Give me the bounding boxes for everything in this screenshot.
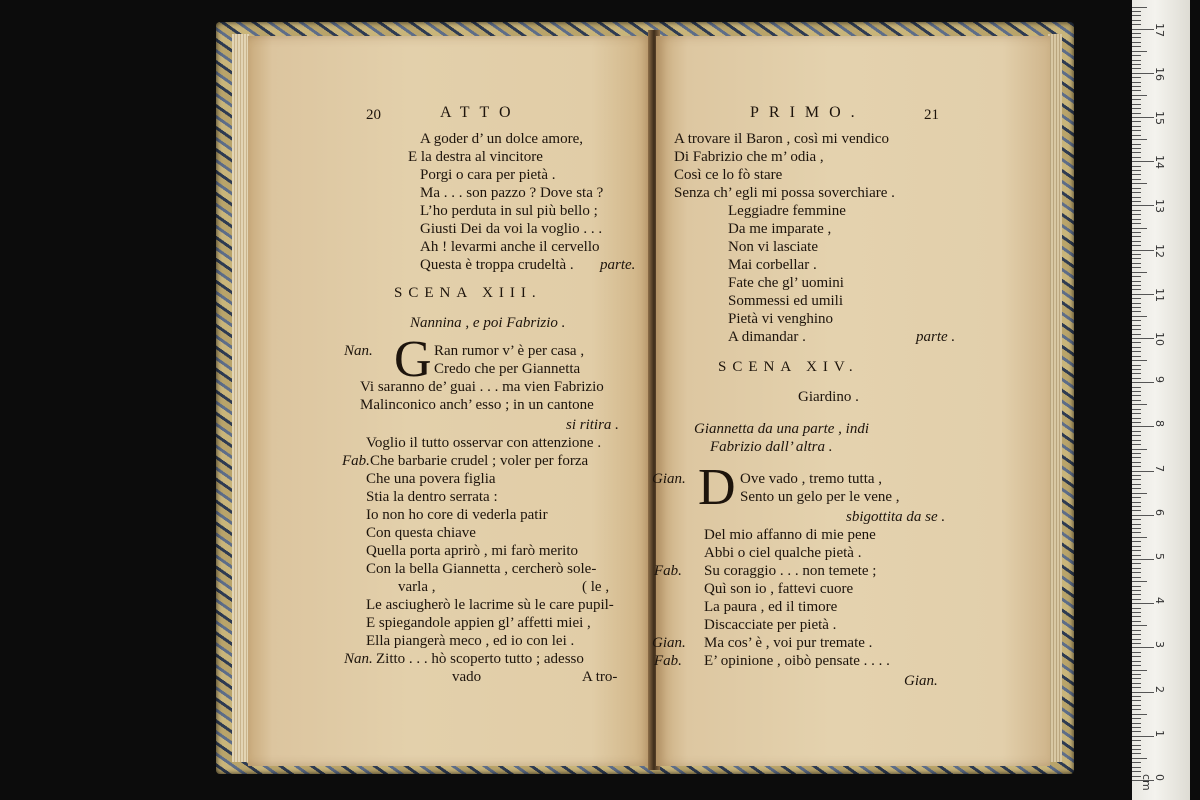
speaker-label: Fab. <box>654 563 682 579</box>
ruler-tick <box>1132 117 1154 118</box>
ruler-tick <box>1132 541 1141 542</box>
ruler-tick <box>1132 692 1154 693</box>
ruler-tick <box>1132 546 1141 547</box>
ruler-tick <box>1132 391 1141 392</box>
ruler-number: 3 <box>1153 641 1166 649</box>
ruler-tick <box>1132 325 1141 326</box>
ruler-tick <box>1132 369 1141 370</box>
ruler-tick <box>1132 223 1141 224</box>
verse-line: A dimandar . <box>728 329 806 345</box>
ruler-tick <box>1132 179 1141 180</box>
text-line: Con la bella Giannetta , cercherò sole- <box>366 561 597 577</box>
ruler-tick <box>1132 24 1141 25</box>
text-line: Di Fabrizio che m’ odia , <box>674 149 824 165</box>
ruler-tick <box>1132 205 1154 206</box>
ruler-tick <box>1132 625 1147 626</box>
ruler-tick <box>1132 236 1141 237</box>
ruler-number: 1 <box>1153 729 1166 737</box>
ruler-tick <box>1132 104 1141 105</box>
ruler-tick <box>1132 272 1147 273</box>
ruler-tick <box>1132 245 1141 246</box>
ruler-tick <box>1132 166 1141 167</box>
ruler-tick <box>1132 413 1141 414</box>
ruler-tick <box>1132 568 1141 569</box>
ruler-tick <box>1132 731 1141 732</box>
catchword-right: Gian. <box>904 673 938 689</box>
text-line: A goder d’ un dolce amore, <box>420 131 584 147</box>
text-line: Senza ch’ egli mi possa soverchiare . <box>674 185 895 201</box>
ruler-tick <box>1132 771 1141 772</box>
text-line: Ah ! levarmi anche il cervello <box>420 239 600 255</box>
ruler-tick <box>1132 462 1141 463</box>
ruler-tick <box>1132 524 1141 525</box>
ruler-tick <box>1132 616 1141 617</box>
ruler-tick <box>1132 745 1141 746</box>
ruler-number: 11 <box>1153 287 1166 302</box>
ruler-tick <box>1132 475 1141 476</box>
ruler-tick <box>1132 303 1141 304</box>
text-line: Che una povera figlia <box>366 471 496 487</box>
ruler-tick <box>1132 11 1141 12</box>
ruler-tick <box>1132 144 1141 145</box>
running-head-right: PRIMO. <box>750 104 865 121</box>
ruler-number: 12 <box>1153 243 1166 258</box>
ruler-tick <box>1132 528 1141 529</box>
ruler-tick <box>1132 510 1141 511</box>
ruler-tick <box>1132 767 1141 768</box>
ruler-tick <box>1132 210 1141 211</box>
text-line: Voglio il tutto osservar con attenzione . <box>366 435 602 451</box>
ruler-tick <box>1132 426 1154 427</box>
ruler-tick <box>1132 471 1154 472</box>
ruler-tick <box>1132 351 1141 352</box>
ruler-tick <box>1132 700 1141 701</box>
page-edges-right <box>1048 34 1062 762</box>
ruler-tick <box>1132 174 1141 175</box>
verse-line: Pietà vi venghino <box>728 311 833 327</box>
text-line: Porgi o cara per pietà . <box>420 167 556 183</box>
ruler-tick <box>1132 338 1154 339</box>
ruler-tick <box>1132 559 1154 560</box>
ruler-tick <box>1132 519 1141 520</box>
text-line: Zitto . . . hò scoperto tutto ; adesso <box>376 651 584 667</box>
text-line: Credo che per Giannetta <box>434 361 581 377</box>
speaker-label: Nan. <box>344 651 373 667</box>
ruler-number: 13 <box>1153 199 1166 214</box>
verse-line: Fate che gl’ uomini <box>728 275 844 291</box>
dropcap-g: G <box>394 331 432 388</box>
ruler-tick <box>1132 749 1141 750</box>
dropcap-d: D <box>698 459 736 516</box>
ruler-tick <box>1132 599 1141 600</box>
verse-line: Non vi lasciate <box>728 239 818 255</box>
ruler-tick <box>1132 762 1141 763</box>
stage-direction: sbigottita da se . <box>846 509 946 525</box>
ruler-tick <box>1132 395 1141 396</box>
ruler-tick <box>1132 258 1141 259</box>
ruler-tick <box>1132 139 1147 140</box>
verse-line: Leggiadre femmine <box>728 203 846 219</box>
ruler-tick <box>1132 387 1141 388</box>
ruler-number: 14 <box>1153 155 1166 170</box>
text-line: Sento un gelo per le vene , <box>740 489 900 505</box>
text-line: E la destra al vincitore <box>408 149 543 165</box>
scene-characters: Giannetta da una parte , indi <box>694 421 869 437</box>
ruler-tick <box>1132 320 1141 321</box>
text-line: Vi saranno de’ guai . . . ma vien Fabrizio <box>360 379 604 395</box>
text-line: Ella piangerà meco , ed io con lei . <box>366 633 575 649</box>
ruler-tick <box>1132 170 1141 171</box>
ruler-tick <box>1132 130 1141 131</box>
ruler-tick <box>1132 289 1141 290</box>
verse-line: Sommessi ed umili <box>728 293 844 309</box>
ruler-tick <box>1132 656 1141 657</box>
text-line: E spiegandole appien gl’ affetti miei , <box>366 615 591 631</box>
text-line: Quì son io , fattevi cuore <box>704 581 854 597</box>
ruler-tick <box>1132 183 1147 184</box>
ruler-tick <box>1132 612 1141 613</box>
ruler-tick <box>1132 152 1141 153</box>
ruler-tick <box>1132 356 1141 357</box>
ruler-tick <box>1132 440 1141 441</box>
ruler-tick <box>1132 683 1141 684</box>
ruler-number: 17 <box>1153 22 1166 37</box>
ruler-number: 4 <box>1153 597 1166 605</box>
ruler-tick <box>1132 20 1141 21</box>
ruler-tick <box>1132 360 1147 361</box>
ruler-tick <box>1132 515 1154 516</box>
ruler-tick <box>1132 563 1141 564</box>
verse-line: Da me imparate , <box>728 221 832 237</box>
ruler-tick <box>1132 33 1141 34</box>
ruler-tick <box>1132 7 1147 8</box>
stage-direction: si ritira . <box>566 417 619 433</box>
ruler-tick <box>1132 68 1141 69</box>
ruler-tick <box>1132 555 1141 556</box>
ruler-tick <box>1132 46 1141 47</box>
ruler-tick <box>1132 263 1141 264</box>
ruler-tick <box>1132 267 1141 268</box>
ruler-tick <box>1132 82 1141 83</box>
ruler-tick <box>1132 378 1141 379</box>
ruler-tick <box>1132 678 1141 679</box>
ruler-tick <box>1132 577 1141 578</box>
ruler-tick <box>1132 228 1147 229</box>
ruler-tick <box>1132 532 1141 533</box>
scene-title-left: SCENA XIII. <box>394 285 542 301</box>
ruler-tick <box>1132 285 1141 286</box>
ruler-tick <box>1132 51 1147 52</box>
ruler-tick <box>1132 121 1141 122</box>
speaker-label: Gian. <box>652 471 686 487</box>
ruler-tick <box>1132 696 1141 697</box>
left-page <box>248 36 652 766</box>
page-number-right: 21 <box>924 107 939 123</box>
text-line: Su coraggio . . . non temete ; <box>704 563 877 579</box>
ruler-tick <box>1132 404 1147 405</box>
text-line: Io non ho core di vederla patir <box>366 507 548 523</box>
ruler-number: 7 <box>1153 464 1166 472</box>
ruler-tick <box>1132 95 1147 96</box>
ruler-tick <box>1132 73 1154 74</box>
ruler-tick <box>1132 727 1141 728</box>
ruler-number: 15 <box>1153 111 1166 125</box>
ruler-tick <box>1132 113 1141 114</box>
ruler-tick <box>1132 373 1141 374</box>
ruler-tick <box>1132 99 1141 100</box>
ruler-tick <box>1132 219 1141 220</box>
ruler-tick <box>1132 55 1141 56</box>
ruler-tick <box>1132 148 1141 149</box>
ruler-tick <box>1132 466 1141 467</box>
ruler-tick <box>1132 15 1141 16</box>
ruler-tick <box>1132 316 1147 317</box>
ruler-tick <box>1132 342 1141 343</box>
ruler-tick <box>1132 581 1147 582</box>
text-line: Quella porta aprirò , mi farò merito <box>366 543 579 559</box>
ruler-tick <box>1132 479 1141 480</box>
ruler-number: 9 <box>1153 376 1166 384</box>
ruler-tick <box>1132 550 1141 551</box>
ruler-tick <box>1132 77 1141 78</box>
text-line: Che barbarie crudel ; voler per forza <box>370 453 589 469</box>
ruler-tick <box>1132 126 1141 127</box>
ruler-tick <box>1132 674 1141 675</box>
ruler-tick <box>1132 382 1154 383</box>
ruler-tick <box>1132 718 1141 719</box>
ruler-tick <box>1132 232 1141 233</box>
text-line: Ma cos’ è , voi pur tremate . <box>704 635 873 651</box>
ruler-tick <box>1132 135 1141 136</box>
ruler-tick <box>1132 347 1141 348</box>
running-head-left: ATTO <box>440 104 521 121</box>
text-line: L’ho perduta in sul più bello ; <box>420 203 598 219</box>
ruler-tick <box>1132 608 1141 609</box>
text-line: La paura , ed il timore <box>704 599 838 615</box>
ruler-tick <box>1132 311 1141 312</box>
ruler-tick <box>1132 594 1141 595</box>
ruler-tick <box>1132 276 1141 277</box>
ruler-tick <box>1132 661 1141 662</box>
ruler-tick <box>1132 453 1141 454</box>
text-line: varla , <box>398 579 436 595</box>
text-line: Le asciugherò le lacrime sù le care pupil- <box>366 597 614 613</box>
ruler-tick <box>1132 723 1141 724</box>
stage-direction: parte. <box>600 257 636 273</box>
ruler-tick <box>1132 294 1154 295</box>
ruler-tick <box>1132 714 1147 715</box>
ruler-tick <box>1132 586 1141 587</box>
text-line: E’ opinione , oibò pensate . . . . <box>704 653 890 669</box>
ruler-tick <box>1132 42 1141 43</box>
ruler-tick <box>1132 497 1141 498</box>
ruler-tick <box>1132 665 1141 666</box>
ruler-tick <box>1132 307 1141 308</box>
ruler-tick <box>1132 435 1141 436</box>
ruler-tick <box>1132 484 1141 485</box>
measuring-ruler <box>1132 0 1190 800</box>
speaker-label: Nan. <box>344 343 373 359</box>
ruler-tick <box>1132 334 1141 335</box>
right-page <box>652 36 1050 766</box>
ruler-tick <box>1132 422 1141 423</box>
ruler-tick <box>1132 60 1141 61</box>
ruler-tick <box>1132 705 1141 706</box>
ruler-tick <box>1132 241 1141 242</box>
ruler-tick <box>1132 108 1141 109</box>
ruler-tick <box>1132 29 1154 30</box>
ruler-tick <box>1132 630 1141 631</box>
ruler-tick <box>1132 64 1141 65</box>
ruler-tick <box>1132 449 1147 450</box>
ruler-tick <box>1132 488 1141 489</box>
text-line: Ma . . . son pazzo ? Dove sta ? <box>420 185 604 201</box>
ruler-tick <box>1132 365 1141 366</box>
ruler-tick <box>1132 90 1141 91</box>
scene-title-right: SCENA XIV. <box>718 359 859 375</box>
ruler-tick <box>1132 621 1141 622</box>
ruler-number: 0 cm <box>1140 774 1166 791</box>
ruler-tick <box>1132 457 1141 458</box>
ruler-tick <box>1132 502 1141 503</box>
ruler-tick <box>1132 188 1141 189</box>
ruler-tick <box>1132 298 1141 299</box>
text-line: Stia la dentro serrata : <box>366 489 498 505</box>
text-line: Giusti Dei da voi la voglio . . . <box>420 221 603 237</box>
text-line: Ove vado , tremo tutta , <box>740 471 883 487</box>
ruler-tick <box>1132 86 1141 87</box>
text-line: Così ce lo fò stare <box>674 167 783 183</box>
scene-characters: Nannina , e poi Fabrizio . <box>410 315 566 331</box>
ruler-number: 6 <box>1153 508 1166 516</box>
text-line: Malinconico anch’ esso ; in un cantone <box>360 397 594 413</box>
ruler-tick <box>1132 506 1141 507</box>
ruler-tick <box>1132 281 1141 282</box>
ruler-tick <box>1132 687 1141 688</box>
ruler-tick <box>1132 493 1147 494</box>
ruler-tick <box>1132 670 1147 671</box>
ruler-tick <box>1132 37 1141 38</box>
ruler-tick <box>1132 590 1141 591</box>
ruler-tick <box>1132 647 1154 648</box>
text-line: Discacciate per pietà . <box>704 617 837 633</box>
text-line: Ran rumor v’ è per casa , <box>434 343 585 359</box>
scene-characters: Fabrizio dall’ altra . <box>710 439 833 455</box>
text-line: vado <box>452 669 482 685</box>
ruler-tick <box>1132 634 1141 635</box>
ruler-tick <box>1132 643 1141 644</box>
text-line: Abbi o ciel qualche pietà . <box>704 545 862 561</box>
ruler-tick <box>1132 409 1141 410</box>
ruler-tick <box>1132 329 1141 330</box>
text-line: Del mio affanno di mie pene <box>704 527 876 543</box>
ruler-tick <box>1132 753 1141 754</box>
ruler-number: 5 <box>1153 553 1166 560</box>
ruler-tick <box>1132 740 1141 741</box>
ruler-number: 10 <box>1153 332 1166 346</box>
verse-line: Mai corbellar . <box>728 257 817 273</box>
ruler-tick <box>1132 431 1141 432</box>
ruler-tick <box>1132 736 1154 737</box>
ruler-tick <box>1132 537 1147 538</box>
ruler-number: 16 <box>1153 66 1166 81</box>
ruler-tick <box>1132 201 1141 202</box>
ruler-tick <box>1132 250 1154 251</box>
ruler-tick <box>1132 603 1154 604</box>
ruler-tick <box>1132 639 1141 640</box>
ruler-tick <box>1132 192 1141 193</box>
speaker-label: Gian. <box>652 635 686 651</box>
ruler-tick <box>1132 214 1141 215</box>
ruler-tick <box>1132 572 1141 573</box>
scene-setting: Giardino . <box>798 389 859 405</box>
stage-direction: parte . <box>916 329 956 345</box>
speaker-label: Fab. <box>654 653 682 669</box>
ruler-tick <box>1132 758 1147 759</box>
text-line: A trovare il Baron , così mi vendico <box>674 131 889 147</box>
ruler-tick <box>1132 161 1154 162</box>
ruler-tick <box>1132 400 1141 401</box>
ruler-tick <box>1132 157 1141 158</box>
catchword-left: A tro- <box>582 669 618 685</box>
ruler-tick <box>1132 652 1141 653</box>
text-line: Questa è troppa crudeltà . <box>420 257 574 273</box>
ruler-number: 8 <box>1153 420 1166 428</box>
ruler-tick <box>1132 418 1141 419</box>
ruler-tick <box>1132 444 1141 445</box>
ruler-tick <box>1132 197 1141 198</box>
ruler-number: 2 <box>1153 685 1166 693</box>
text-line: Con questa chiave <box>366 525 476 541</box>
ruler-tick <box>1132 254 1141 255</box>
ruler-tick <box>1132 709 1141 710</box>
speaker-label: Fab. <box>342 453 370 469</box>
page-number-left: 20 <box>366 107 381 123</box>
text-line: ( le , <box>582 579 610 595</box>
